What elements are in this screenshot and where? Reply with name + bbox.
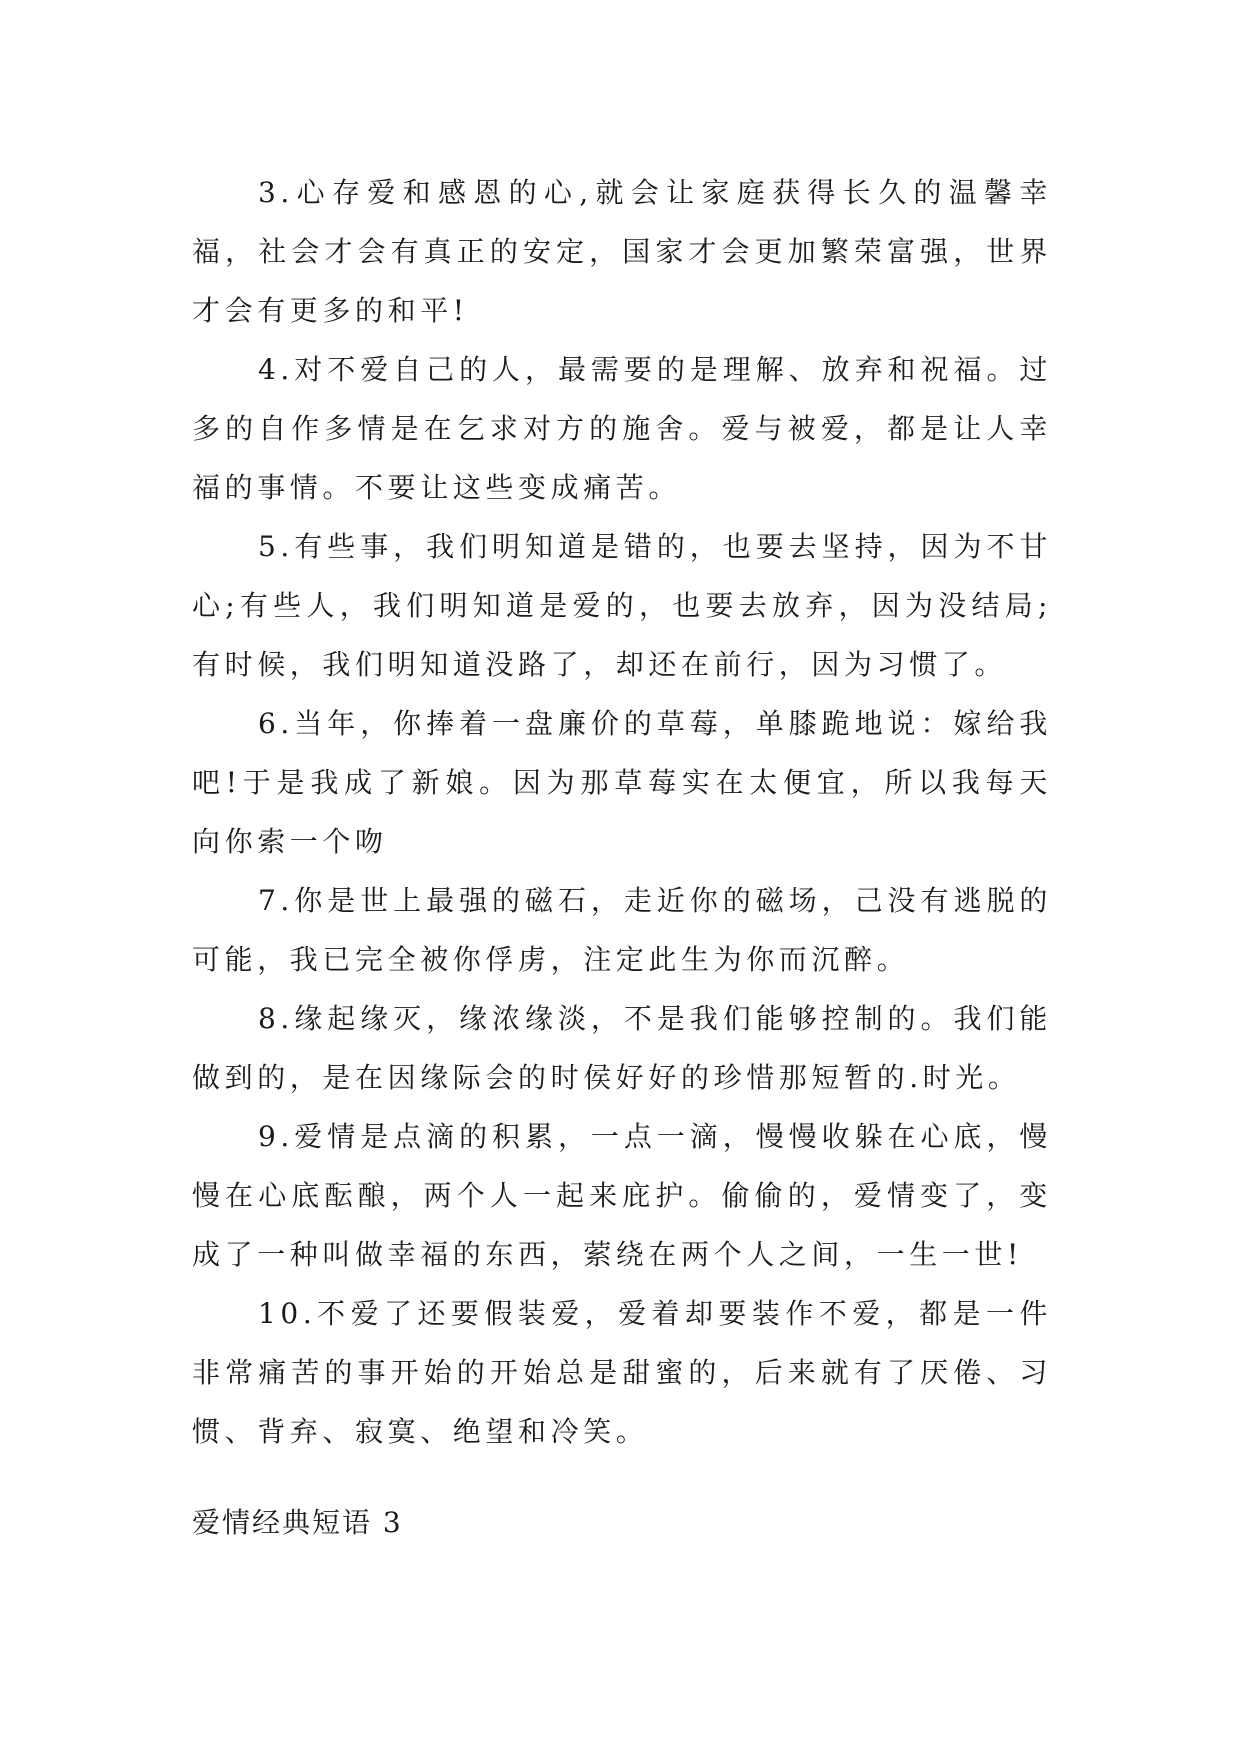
paragraph-item-3: 3.心存爱和感恩的心,就会让家庭获得长久的温馨幸福，社会才会有真正的安定，国家才会更加繁荣富强，世界才会有更多的和平! [192, 176, 1052, 327]
document-body [192, 163, 1052, 1461]
paragraph-item-4: 4.对不爱自己的人，最需要的是理解、放弃和祝福。过多的自作多情是在乞求对方的施舍。爱与被爱，都是让人幸福的事情。不要让这些变成痛苦。 [192, 353, 1052, 504]
paragraph-item-10: 10.不爱了还要假装爱，爱着却要装作不爱，都是一件非常痛苦的事开始的开始总是甜蜜的，后来就有了厌倦、习惯、背弃、寂寞、绝望和冷笑。 [192, 1297, 1052, 1448]
section-heading: 爱情经典短语 3 [192, 1506, 403, 1539]
paragraph-item-8: 8.缘起缘灭，缘浓缘淡，不是我们能够控制的。我们能做到的，是在因缘际会的时侯好好的珍惜那短暂的.时光。 [192, 1002, 1052, 1094]
paragraph-item-7: 7.你是世上最强的磁石，走近你的磁场，己没有逃脱的可能，我已完全被你俘虏，注定此生为你而沉醉。 [192, 884, 1052, 976]
paragraph-item-5: 5.有些事，我们明知道是错的，也要去坚持，因为不甘心;有些人，我们明知道是爱的，也要去放弃，因为没结局;有时候，我们明知道没路了，却还在前行，因为习惯了。 [192, 530, 1052, 681]
paragraph-item-9: 9.爱情是点滴的积累，一点一滴，慢慢收躲在心底，慢慢在心底酝酿，两个人一起来庇护。偷偷的，爱情变了，变成了一种叫做幸福的东西，萦绕在两个人之间，一生一世! [192, 1120, 1052, 1271]
paragraph-item-6: 6.当年，你捧着一盘廉价的草莓，单膝跪地说：嫁给我吧!于是我成了新娘。因为那草莓实在太便宜，所以我每天向你索一个吻 [192, 707, 1052, 858]
